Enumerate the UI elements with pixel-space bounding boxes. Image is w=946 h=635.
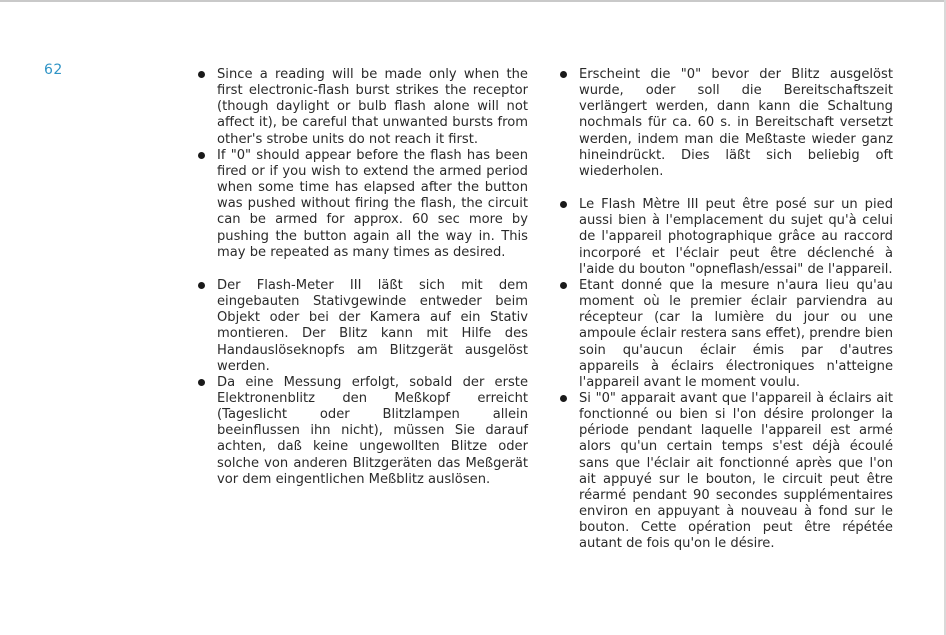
paragraph-text: Erscheint die "0" bevor der Blitz ausgelöst wurde, oder soll die Bereitschaftszeit verlängert werden, dann kann die Schaltung nochmals für ca. 60 s. in Bereitschaft versetzt werden, indem man die Meßtaste wieder ganz hineindrückt. Dies läßt sich beliebig oft wiederholen. [579,67,893,179]
list-item [560,67,893,180]
english-section [198,67,528,261]
list-item [198,375,528,488]
bullet-icon [560,71,567,78]
paragraph-text: Der Flash-Meter III läßt sich mit dem eingebauten Stativgewinde entweder beim Objekt oder bei der Kamera auf ein Stativ montieren. Der Blitz kann mit Hilfe des Handauslöseknopfs am Blitzgerät ausgelöst werden. [217,277,528,374]
bullet-icon [198,379,205,386]
paragraph-text: Etant donné que la mesure n'aura lieu qu'au moment où le premier éclair parviendra au récepteur (car la lumière du jour ou une ampoule éclair restera sans effet), prendre bien soin qu'aucun éclair émis par d'autres appareils à éclairs électroniques n'atteigne l'appareil avant le moment voulu. [579,277,893,390]
bullet-icon [560,201,567,208]
bullet-icon [198,71,205,78]
french-section [560,197,893,552]
right-column [560,67,893,553]
list-item [560,278,893,391]
bullet-icon [198,152,205,159]
list-item [198,278,528,375]
top-edge-rule [0,0,946,2]
german-section [198,278,528,488]
paragraph-text: Si "0" apparait avant que l'appareil à éclairs ait fonctionné ou bien si l'on désire prolonger la période pendant laquelle l'appareil est armé alors qu'un certain temps s'est déjà écoulé sans que l'éclair ait fonctionné après que l'on ait appuyé sur le bouton, le circuit peut être réarmé pendant 90 secondes supplémentaires environ en appuyant à nouveau à fond sur le bouton. Cette opération peut être répétée autant de fois qu'on le désire. [579,390,893,552]
list-item [198,67,528,148]
list-item [198,148,528,261]
list-item [560,391,893,553]
paragraph-text: Since a reading will be made only when the first electronic-flash burst strikes the receptor (though daylight or bulb flash alone will not affect it), be careful that unwanted bursts from other's strobe units do not reach it first. [217,67,528,147]
paragraph-text: If "0" should appear before the flash has been fired or if you wish to extend the armed period when some time has elapsed after the button was pushed without firing the flash, the circuit can be armed for approx. 60 sec more by pushing the button again all the way in. This may be repeated as many times as desired. [217,147,528,260]
paragraph-text: Le Flash Mètre III peut être posé sur un pied aussi bien à l'emplacement du sujet qu'à celui de l'appareil photographique grâce au raccord incorporé et l'éclair peut être déclenché à l'aide du bouton "opneflash/essai" de l'appareil. [579,197,893,277]
page-number: 62 [44,62,63,78]
bullet-icon [198,282,205,289]
list-item [560,197,893,278]
bullet-icon [560,282,567,289]
paragraph-text: Da eine Messung erfolgt, sobald der erste Elektronenblitz den Meßkopf erreicht (Tageslicht oder Blitzlampen allein beeinflussen ihn nicht), müssen Sie darauf achten, daß keine ungewollten Blitze oder solche von anderen Blitzgeräten das Meßgerät vor dem eingentlichen Meßblitz auslösen. [217,374,528,487]
german-continued-section [560,67,893,180]
left-column [198,67,528,488]
bullet-icon [560,395,567,402]
